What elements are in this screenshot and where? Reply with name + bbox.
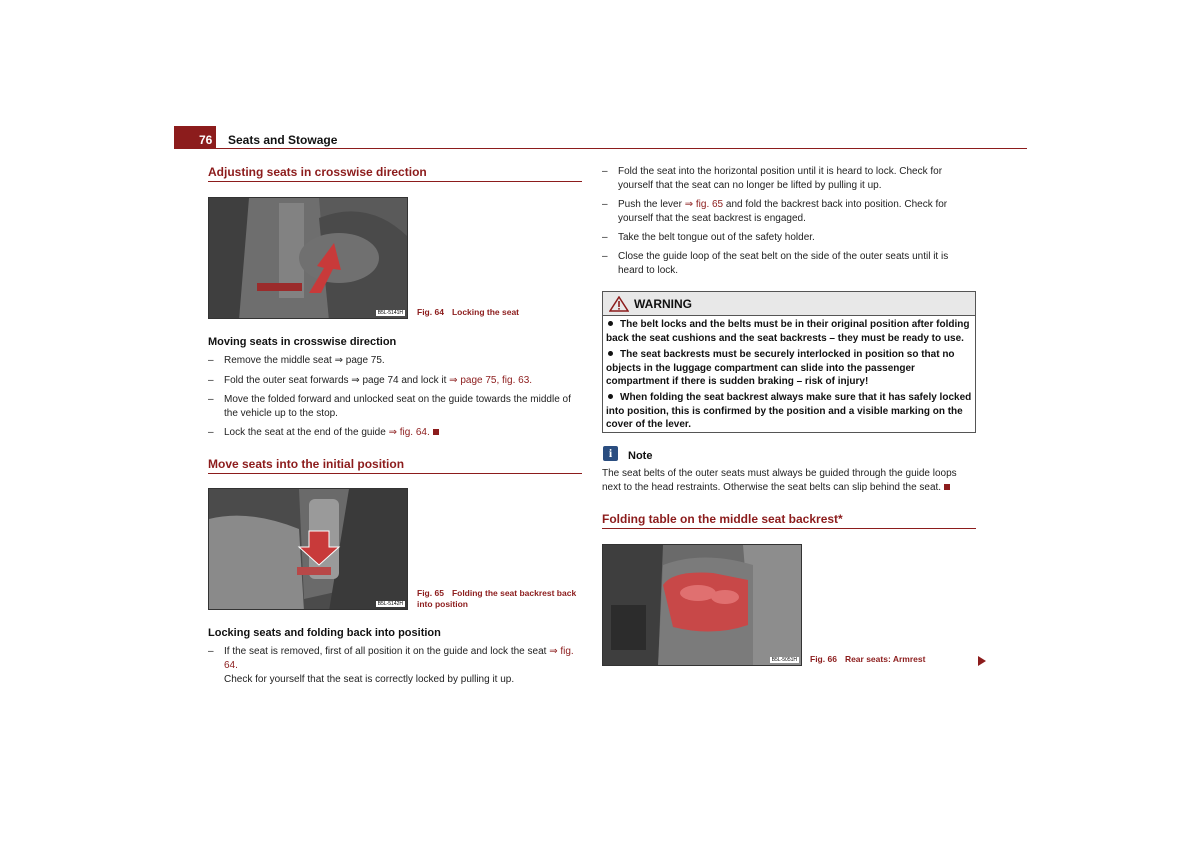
list-item: – Fold the outer seat forwards ⇒ page 74 and lock it ⇒ page 75, fig. 63. bbox=[224, 374, 580, 388]
note-title: Note bbox=[628, 450, 653, 462]
subsection-title-moving: Moving seats in crosswise direction bbox=[208, 336, 397, 348]
figure-64-caption bbox=[417, 307, 519, 318]
page-number: 76 bbox=[174, 126, 216, 149]
cross-reference-link[interactable]: ⇒ fig. 65 bbox=[684, 199, 724, 210]
figure-65-caption-text: Folding the seat backrest back into position bbox=[417, 588, 577, 609]
figure-65-code: B5L-5142H bbox=[377, 601, 403, 607]
figure-65-number: Fig. 65 bbox=[417, 588, 444, 598]
chapter-title: Seats and Stowage bbox=[228, 133, 338, 147]
cross-reference-link[interactable]: ⇒ fig. 64. bbox=[224, 646, 574, 671]
warning-item: The belt locks and the belts must be in their original position after folding back the seat cushions and the seat backrests – they must be ready to use. bbox=[606, 319, 970, 344]
list-item: – Remove the middle seat ⇒ page 75. bbox=[224, 354, 580, 368]
warning-item: When folding the seat backrest always make sure that it has safely locked into position, this is confirmed by the position and a visible marking on the cover of the lever. bbox=[606, 392, 972, 430]
figure-66-image bbox=[602, 544, 802, 666]
list-item: – Push the lever ⇒ fig. 65 and fold the backrest back into position. Check for yourself that the seat backrest is engaged. bbox=[618, 198, 976, 226]
list-item: – Lock the seat at the end of the guide ⇒ fig. 64. bbox=[224, 426, 580, 440]
section-title-crosswise: Adjusting seats in crosswise direction bbox=[208, 165, 582, 182]
info-icon: i bbox=[603, 446, 618, 461]
warning-item: The seat backrests must be securely interlocked in position so that no objects in the luggage compartment can slide into the passenger compartment if there is sudden braking – risk of injury! bbox=[606, 349, 955, 387]
figure-66-number: Fig. 66 bbox=[810, 654, 837, 664]
figure-64-code: B5L-5141H bbox=[377, 310, 403, 316]
warning-box bbox=[602, 291, 976, 433]
figure-66-caption-text: Rear seats: Armrest bbox=[844, 654, 926, 664]
end-marker bbox=[944, 484, 950, 490]
figure-65-caption bbox=[417, 588, 582, 610]
figure-66-code: B5L-5051H bbox=[771, 657, 797, 663]
figure-65-image bbox=[208, 488, 408, 610]
section-title-initial-position: Move seats into the initial position bbox=[208, 457, 582, 474]
warning-title: WARNING bbox=[634, 297, 692, 311]
figure-64-number: Fig. 64 bbox=[417, 307, 444, 317]
cross-reference-link[interactable]: ⇒ page 75, fig. 63. bbox=[449, 375, 533, 386]
figure-66-caption bbox=[810, 654, 925, 665]
list-item: – Close the guide loop of the seat belt on the side of the outer seats until it is heard to lock. bbox=[618, 250, 976, 278]
warning-triangle-icon bbox=[609, 296, 629, 312]
figure-65-illustration bbox=[209, 489, 408, 610]
next-page-arrow-icon[interactable] bbox=[978, 656, 986, 666]
end-marker bbox=[433, 429, 439, 435]
figure-64-caption-text: Locking the seat bbox=[451, 307, 520, 317]
note-text: The seat belts of the outer seats must always be guided through the guide loops next to the head restraints. Otherwise the seat belts can slip behind the seat. bbox=[602, 468, 957, 493]
list-item: – Move the folded forward and unlocked seat on the guide towards the middle of the vehicle up to the stop. bbox=[224, 393, 580, 421]
cross-reference-link[interactable]: ⇒ fig. 64. bbox=[388, 427, 430, 438]
figure-66-illustration bbox=[603, 545, 802, 666]
section-title-folding-table: Folding table on the middle seat backrest* bbox=[602, 512, 976, 529]
list-item: – If the seat is removed, first of all position it on the guide and lock the seat ⇒ fig. 64. Check for yourself that the seat is correctly locked by pulling it up. bbox=[224, 645, 582, 687]
header-rule bbox=[216, 148, 1027, 149]
list-item: – Take the belt tongue out of the safety holder. bbox=[618, 231, 976, 245]
figure-64-illustration bbox=[209, 198, 408, 319]
subsection-title-locking: Locking seats and folding back into position bbox=[208, 627, 441, 639]
figure-64-image bbox=[208, 197, 408, 319]
list-item: – Fold the seat into the horizontal position until it is heard to lock. Check for yourself that the seat can no longer be lifted by pulling it up. bbox=[618, 165, 976, 193]
warning-header bbox=[603, 292, 975, 316]
